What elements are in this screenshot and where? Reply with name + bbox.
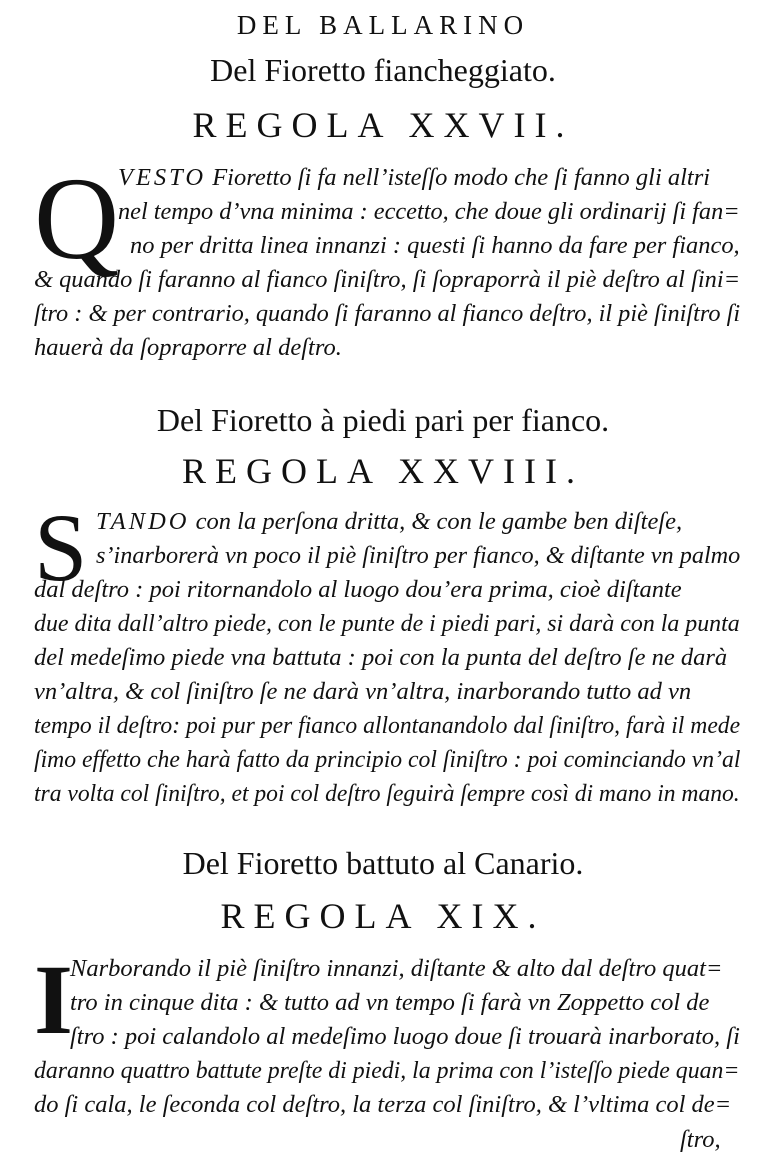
text-line: no per dritta linea innanzi : questi ſi hanno da fare per fianco, [130,232,740,259]
first-word: VESTO [118,164,207,191]
text-line [118,164,710,192]
text-line: s’inarborerà vn poco il piè ſiniſtro per fianco, & diſtante vn palmo [96,542,741,569]
section-title: Del Fioretto fiancheggiato. [210,52,556,88]
text-line: Narborando il piè ſiniſtro innanzi, diſtante & alto dal deſtro quat= [70,955,723,982]
text-line: tra volta col ſiniſtro, et poi col deſtro ſeguirà ſempre così di mano in mano. [34,780,740,807]
text-line: tempo il deſtro: poi pur per fianco allontanandolo dal ſiniſtro, farà il mede [34,712,741,739]
text-line: ſtro : poi calandolo al medeſimo luogo doue ſi trouarà inarborato, ſi [70,1023,740,1050]
text-line: tro in cinque dita : & tutto ad vn tempo ſi farà vn Zoppetto col de [70,989,710,1016]
drop-cap: Q [34,153,120,284]
text-line: hauerà da ſopraporre al deſtro. [34,334,342,361]
running-head: DEL BALLARINO [236,10,530,40]
text-line [96,508,682,536]
rule-heading: REGOLA XIX. [220,896,546,936]
text-line: ſtro : & per contrario, quando ſi faranno al fianco deſtro, il piè ſiniſtro ſi [34,300,741,327]
text-line: do ſi cala, le ſeconda col deſtro, la terza col ſiniſtro, & l’vltima col de= [34,1091,732,1118]
rule-heading: REGOLA XXVIII. [182,451,584,491]
line-text: Fioretto ſi fa nell’isteſſo modo che ſi fanno gli altri [212,164,711,191]
catchword: ſtro, [680,1126,721,1153]
drop-cap: S [34,494,88,601]
text-line: dal deſtro : poi ritornandolo al luogo dou’era prima, cioè diſtante [34,576,682,603]
line-text: con la perſona dritta, & con le gambe ben diſteſe, [195,508,683,535]
text-line: nel tempo d’vna minima : eccetto, che doue gli ordinarij ſi fan= [118,198,740,225]
drop-cap: I [34,944,73,1055]
text-line: ſimo effetto che harà fatto da principio col ſiniſtro : poi cominciando vn’al [34,746,741,773]
text-line: vn’altra, & col ſiniſtro ſe ne darà vn’altra, inarborando tutto ad vn [34,678,692,705]
section-title: Del Fioretto battuto al Canario. [182,845,584,881]
text-line: daranno quattro battute preſte di piedi, la prima con l’isteſſo piede quan= [34,1057,740,1084]
first-word: TANDO [96,508,190,535]
text-line: & quando ſi faranno al fianco ſiniſtro, ſi ſopraporrà il piè deſtro al ſini= [34,266,741,293]
section-title: Del Fioretto à piedi pari per fianco. [156,402,610,438]
rule-heading: REGOLA XXVII. [192,105,574,145]
text-line: due dita dall’altro piede, con le punte de i piedi pari, si darà con la punta [34,610,740,637]
text-line: del medeſimo piede vna battuta : poi con la punta del deſtro ſe ne darà [34,644,728,671]
